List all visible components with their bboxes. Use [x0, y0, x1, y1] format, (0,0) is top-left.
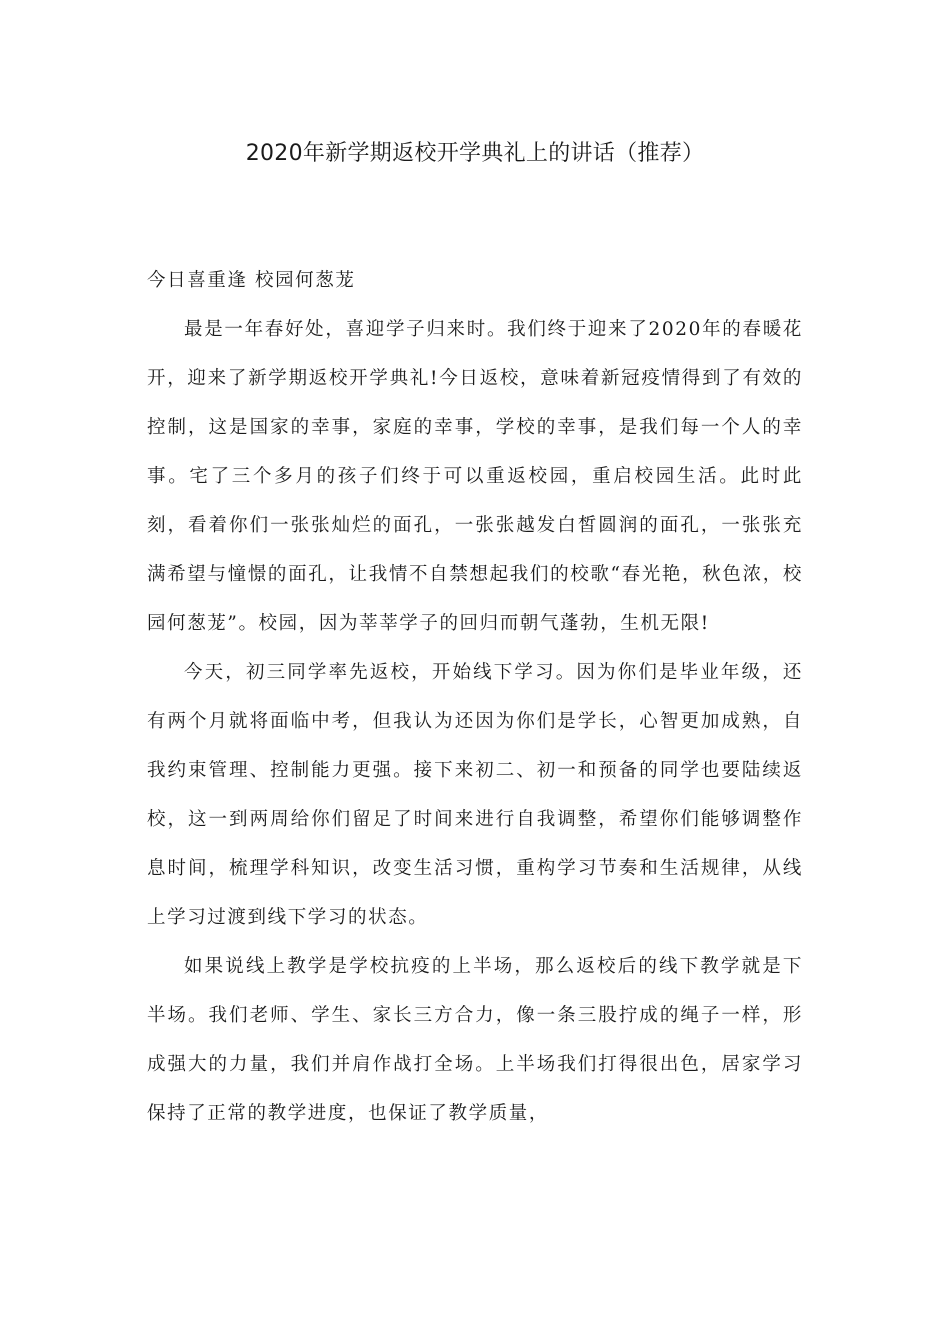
paragraph-2: 今天，初三同学率先返校，开始线下学习。因为你们是毕业年级，还有两个月就将面临中考，但我认为还因为你们是学长，心智更加成熟，自我约束管理、控制能力更强。接下来初二、初一和预备的同学也要陆续返校，这一到两周给你们留足了时间来进行自我调整，希望你们能够调整作息时间，梳理学科知识，改变生活习惯，重构学习节奏和生活规律，从线上学习过渡到线下学习的状态。	[147, 662, 803, 928]
document-title: 2020年新学期返校开学典礼上的讲话（推荐）	[245, 141, 705, 166]
paragraph-3: 如果说线上教学是学校抗疫的上半场，那么返校后的线下教学就是下半场。我们老师、学生、家长三方合力，像一条三股拧成的绳子一样，形成强大的力量，我们并肩作战打全场。上半场我们打得很出色，居家学习保持了正常的教学进度，也保证了教学质量，	[147, 956, 803, 1124]
paragraph-1: 最是一年春好处，喜迎学子归来时。我们终于迎来了2020年的春暖花开，迎来了新学期返校开学典礼!今日返校，意味着新冠疫情得到了有效的控制，这是国家的幸事，家庭的幸事，学校的幸事，是我们每一个人的幸事。宅了三个多月的孩子们终于可以重返校园，重启校园生活。此时此刻，看着你们一张张灿烂的面孔，一张张越发白皙圆润的面孔，一张张充满希望与憧憬的面孔，让我情不自禁想起我们的校歌“春光艳，秋色浓，校园何葱茏”。校园，因为莘莘学子的回归而朝气蓬勃，生机无限!	[147, 319, 803, 634]
document-body	[147, 256, 803, 1138]
document-subtitle: 今日喜重逢 校园何葱茏	[147, 270, 356, 291]
